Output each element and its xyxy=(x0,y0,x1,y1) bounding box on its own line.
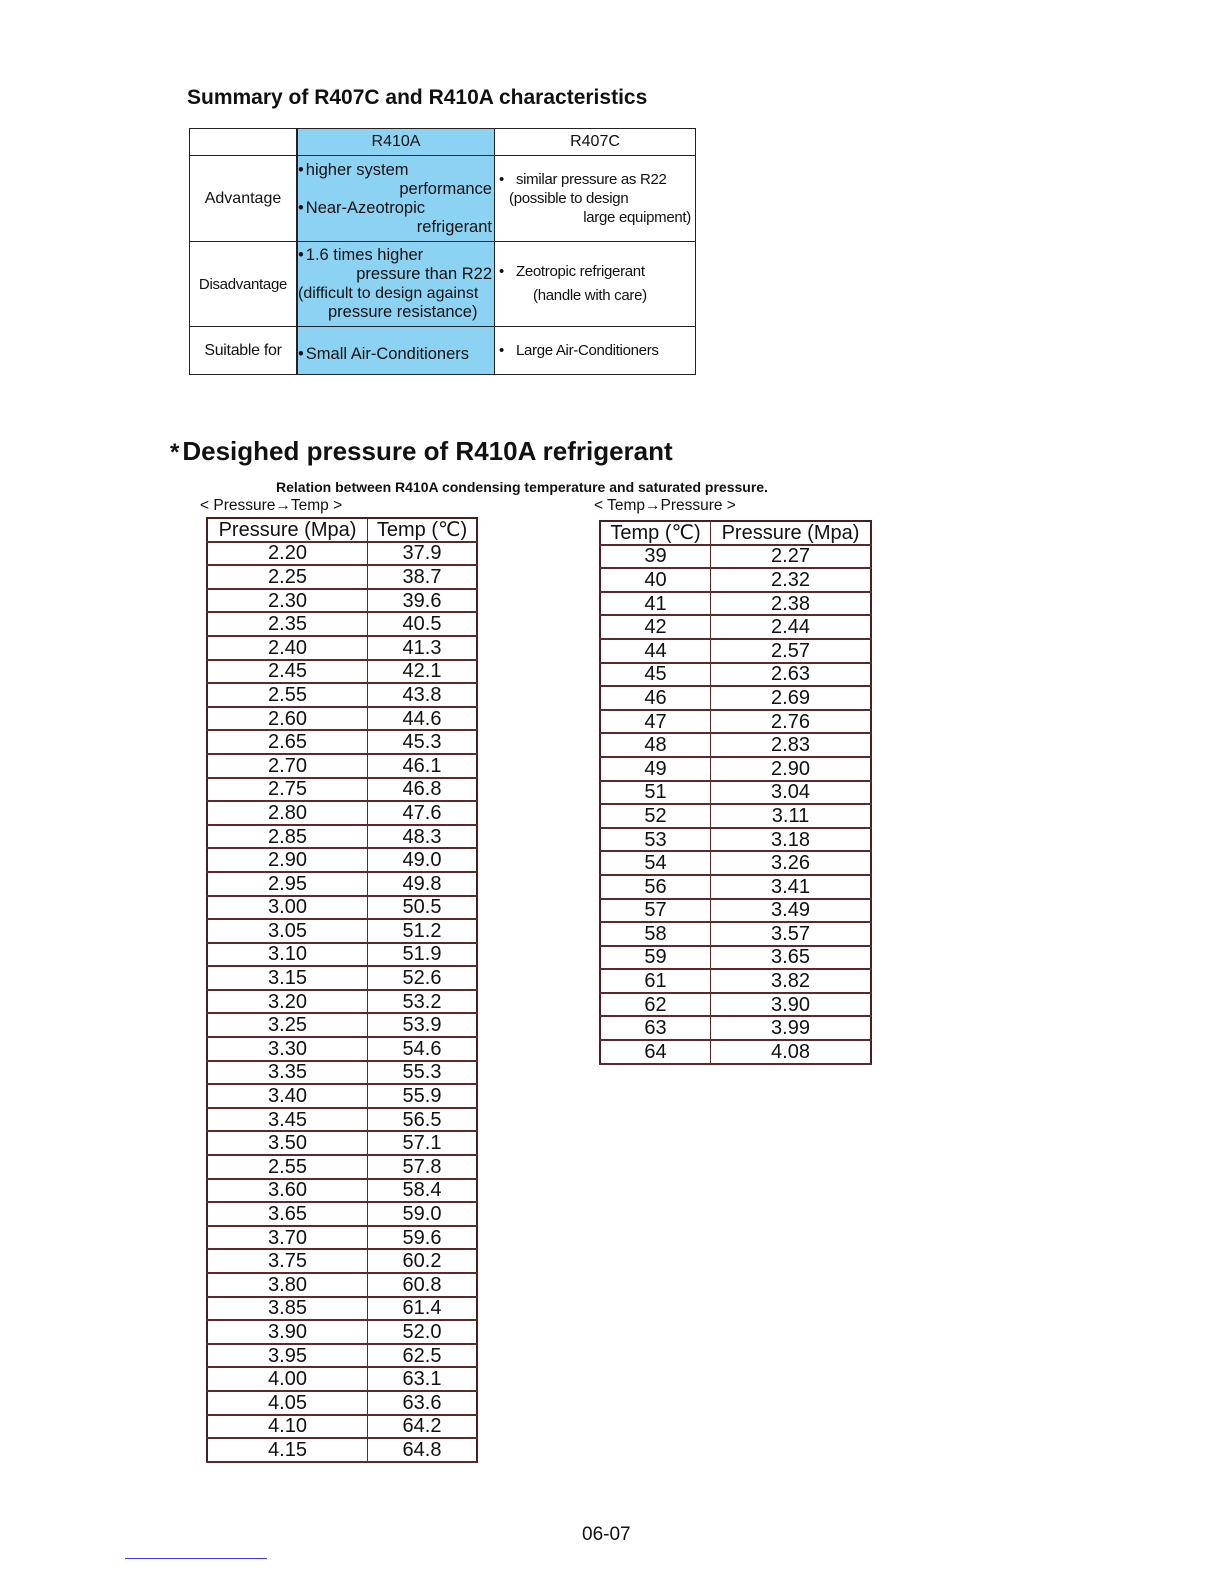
table-cell: 3.90 xyxy=(711,993,872,1017)
table-cell: 3.10 xyxy=(207,943,368,967)
table-cell: 45.3 xyxy=(368,730,478,754)
table-cell: 2.90 xyxy=(207,848,368,872)
table-cell: 2.40 xyxy=(207,636,368,660)
table-cell: 3.18 xyxy=(711,828,872,852)
table-cell: 2.75 xyxy=(207,778,368,802)
table-cell: 2.95 xyxy=(207,872,368,896)
table-cell: 3.70 xyxy=(207,1226,368,1250)
table-cell: 3.65 xyxy=(207,1202,368,1226)
table-cell: 38.7 xyxy=(368,565,478,589)
table-cell: 3.26 xyxy=(711,851,872,875)
table-cell: 3.15 xyxy=(207,966,368,990)
advantage-r410a-line: • higher system xyxy=(298,161,494,180)
summary-table xyxy=(189,128,696,375)
table-cell: 2.27 xyxy=(711,545,872,569)
table-row xyxy=(600,757,871,781)
disadvantage-r410a-line: (difficult to design against xyxy=(298,285,479,302)
advantage-r407c-line: • similar pressure as R22 xyxy=(495,170,695,189)
table-cell: 3.11 xyxy=(711,804,872,828)
table-row xyxy=(207,1037,477,1061)
table-cell: 2.35 xyxy=(207,612,368,636)
table-cell: 44 xyxy=(600,639,711,663)
table-row xyxy=(600,1016,871,1040)
table-cell: 57 xyxy=(600,899,711,923)
table-cell: 4.08 xyxy=(711,1040,872,1064)
advantage-r407c-line: large equipment) xyxy=(583,209,691,226)
table-row xyxy=(600,922,871,946)
table-cell: 47.6 xyxy=(368,801,478,825)
table-row xyxy=(207,1415,477,1439)
table-row xyxy=(207,1297,477,1321)
table-row xyxy=(600,568,871,592)
temp-to-pressure-caption: < Temp→Pressure > xyxy=(594,497,736,514)
table-cell: 2.57 xyxy=(711,639,872,663)
table-cell: 37.9 xyxy=(368,542,478,566)
col-header-r410a: R410A xyxy=(297,129,495,156)
table-row xyxy=(207,1084,477,1108)
table-row xyxy=(207,589,477,613)
table-row xyxy=(207,636,477,660)
table-cell: 64.8 xyxy=(368,1438,478,1462)
table-row xyxy=(600,545,871,569)
table-cell: 4.00 xyxy=(207,1367,368,1391)
table-cell: 47 xyxy=(600,710,711,734)
table-cell: 42.1 xyxy=(368,660,478,684)
table-row xyxy=(207,848,477,872)
disadvantage-r410a-line: pressure than R22 xyxy=(356,265,492,283)
table-row xyxy=(600,875,871,899)
advantage-row xyxy=(190,156,696,242)
table-cell: 54.6 xyxy=(368,1037,478,1061)
table-row xyxy=(207,660,477,684)
table-row xyxy=(207,801,477,825)
table-cell: 42 xyxy=(600,615,711,639)
table-cell: 4.10 xyxy=(207,1415,368,1439)
table-cell: 2.65 xyxy=(207,730,368,754)
table-row xyxy=(207,1320,477,1344)
table-cell: 3.85 xyxy=(207,1297,368,1321)
table-cell: 57.1 xyxy=(368,1131,478,1155)
table-cell: 52 xyxy=(600,804,711,828)
designed-pressure-title-text: Desighed pressure of R410A refrigerant xyxy=(182,436,673,466)
table-row xyxy=(600,899,871,923)
table-row xyxy=(207,565,477,589)
suitable-r410a xyxy=(297,327,495,375)
table-header-row xyxy=(600,521,871,545)
table-row xyxy=(600,804,871,828)
suitable-r407c xyxy=(495,327,696,375)
table-cell: 64.2 xyxy=(368,1415,478,1439)
table-row xyxy=(207,1179,477,1203)
table-cell: 3.41 xyxy=(711,875,872,899)
suitable-row xyxy=(190,327,696,375)
disadvantage-r407c-line: • Zeotropic refrigerant xyxy=(495,260,695,284)
disadvantage-r407c-line: (handle with care) xyxy=(533,287,647,304)
disadvantage-r410a xyxy=(297,242,495,327)
table-cell: 3.82 xyxy=(711,969,872,993)
advantage-label: Advantage xyxy=(190,156,298,242)
summary-title: Summary of R407C and R410A characteristics xyxy=(187,86,648,109)
table-cell: 53.2 xyxy=(368,990,478,1014)
table-cell: 63.1 xyxy=(368,1367,478,1391)
table-cell: 3.45 xyxy=(207,1108,368,1132)
table-row xyxy=(207,778,477,802)
table-cell: 48 xyxy=(600,733,711,757)
table-cell: 3.35 xyxy=(207,1061,368,1085)
table-cell: 40.5 xyxy=(368,612,478,636)
table-row xyxy=(600,851,871,875)
table-cell: 2.85 xyxy=(207,825,368,849)
table-cell: 41.3 xyxy=(368,636,478,660)
table-row xyxy=(207,683,477,707)
table-cell: 58 xyxy=(600,922,711,946)
table-cell: 2.55 xyxy=(207,683,368,707)
table-cell: 3.50 xyxy=(207,1131,368,1155)
suitable-label: Suitable for xyxy=(190,327,298,375)
table-cell: 43.8 xyxy=(368,683,478,707)
table-cell: 46.8 xyxy=(368,778,478,802)
table-cell: 3.40 xyxy=(207,1084,368,1108)
table-row xyxy=(207,1438,477,1462)
table-cell: 59 xyxy=(600,946,711,970)
table-cell: 53.9 xyxy=(368,1013,478,1037)
disadvantage-row xyxy=(190,242,696,327)
table-cell: 2.32 xyxy=(711,568,872,592)
table-cell: 39 xyxy=(600,545,711,569)
table-cell: 46.1 xyxy=(368,754,478,778)
table-cell: 3.25 xyxy=(207,1013,368,1037)
table-cell: 60.8 xyxy=(368,1273,478,1297)
table-row xyxy=(207,1367,477,1391)
table-cell: 2.45 xyxy=(207,660,368,684)
advantage-r407c-line: (possible to design xyxy=(509,190,629,207)
pressure-to-temp-caption: < Pressure→Temp > xyxy=(200,497,343,514)
table-cell: 64 xyxy=(600,1040,711,1064)
table-row xyxy=(207,1202,477,1226)
table-cell: 4.05 xyxy=(207,1391,368,1415)
table-cell: 62 xyxy=(600,993,711,1017)
table-cell: 50.5 xyxy=(368,896,478,920)
table-cell: 3.20 xyxy=(207,990,368,1014)
table-row xyxy=(207,1013,477,1037)
table-cell: 61 xyxy=(600,969,711,993)
table-cell: 58.4 xyxy=(368,1179,478,1203)
table-row xyxy=(207,1391,477,1415)
table-row xyxy=(207,919,477,943)
table-row xyxy=(600,592,871,616)
table-cell: 49 xyxy=(600,757,711,781)
table-row xyxy=(207,1249,477,1273)
table-cell: 3.65 xyxy=(711,946,872,970)
table-cell: 55.9 xyxy=(368,1084,478,1108)
table-cell: 3.90 xyxy=(207,1320,368,1344)
summary-corner-cell xyxy=(190,129,298,156)
disadvantage-r410a-line: • 1.6 times higher xyxy=(298,246,494,265)
table-cell: 52.0 xyxy=(368,1320,478,1344)
table-cell: 59.0 xyxy=(368,1202,478,1226)
table-cell: 2.69 xyxy=(711,686,872,710)
table-row xyxy=(600,993,871,1017)
advantage-r410a-line: performance xyxy=(399,179,492,198)
table-row xyxy=(207,754,477,778)
table-cell: 63 xyxy=(600,1016,711,1040)
table-cell: 2.25 xyxy=(207,565,368,589)
table-row xyxy=(207,966,477,990)
page-number: 06-07 xyxy=(582,1524,631,1545)
designed-pressure-title xyxy=(170,436,673,467)
suitable-r407c-text: • Large Air-Conditioners xyxy=(495,341,695,360)
table-cell: 45 xyxy=(600,663,711,687)
table-cell: 3.99 xyxy=(711,1016,872,1040)
table-row xyxy=(600,781,871,805)
table-cell: 3.60 xyxy=(207,1179,368,1203)
table-cell: 2.80 xyxy=(207,801,368,825)
table-cell: 56 xyxy=(600,875,711,899)
table-row xyxy=(600,710,871,734)
table-row xyxy=(207,542,477,566)
table-cell: 41 xyxy=(600,592,711,616)
relation-note: Relation between R410A condensing temperature and saturated pressure. xyxy=(276,479,768,495)
table-cell: 60.2 xyxy=(368,1249,478,1273)
table-cell: 51.2 xyxy=(368,919,478,943)
table-cell: 40 xyxy=(600,568,711,592)
advantage-r410a-line: refrigerant xyxy=(416,217,492,236)
col-header-r407c: R407C xyxy=(495,129,696,156)
disadvantage-r410a-line: pressure resistance) xyxy=(328,303,478,321)
table-cell: 51.9 xyxy=(368,943,478,967)
table-cell: 3.05 xyxy=(207,919,368,943)
table-cell: 3.57 xyxy=(711,922,872,946)
table-cell: 2.30 xyxy=(207,589,368,613)
table-cell: 3.49 xyxy=(711,899,872,923)
table-row xyxy=(600,639,871,663)
table-cell: 2.44 xyxy=(711,615,872,639)
advantage-r410a-line: • Near-Azeotropic xyxy=(298,199,494,218)
table-cell: 3.95 xyxy=(207,1344,368,1368)
table-row xyxy=(207,990,477,1014)
table-cell: 48.3 xyxy=(368,825,478,849)
table-cell: 2.83 xyxy=(711,733,872,757)
table-cell: 63.6 xyxy=(368,1391,478,1415)
table-row xyxy=(600,663,871,687)
asterisk-mark: * xyxy=(170,439,180,466)
column-header: Temp (℃) xyxy=(600,521,711,545)
table-cell: 54 xyxy=(600,851,711,875)
table-cell: 2.20 xyxy=(207,542,368,566)
table-row xyxy=(207,825,477,849)
pressure-to-temp-table xyxy=(206,517,478,1463)
table-cell: 61.4 xyxy=(368,1297,478,1321)
table-cell: 2.63 xyxy=(711,663,872,687)
table-row xyxy=(207,612,477,636)
table-cell: 3.75 xyxy=(207,1249,368,1273)
table-row xyxy=(207,1108,477,1132)
table-row xyxy=(600,946,871,970)
column-header: Pressure (Mpa) xyxy=(711,521,872,545)
table-cell: 2.90 xyxy=(711,757,872,781)
column-header: Temp (℃) xyxy=(368,518,478,542)
table-cell: 59.6 xyxy=(368,1226,478,1250)
table-cell: 46 xyxy=(600,686,711,710)
advantage-r410a xyxy=(297,156,495,242)
table-row xyxy=(600,828,871,852)
table-row xyxy=(207,1273,477,1297)
table-header-row xyxy=(207,518,477,542)
table-cell: 2.60 xyxy=(207,707,368,731)
table-cell: 49.0 xyxy=(368,848,478,872)
table-cell: 57.8 xyxy=(368,1155,478,1179)
table-cell: 3.04 xyxy=(711,781,872,805)
table-cell: 2.70 xyxy=(207,754,368,778)
table-cell: 39.6 xyxy=(368,589,478,613)
table-cell: 2.38 xyxy=(711,592,872,616)
table-row xyxy=(207,1061,477,1085)
summary-header-row xyxy=(190,129,696,156)
column-header: Pressure (Mpa) xyxy=(207,518,368,542)
table-cell: 3.80 xyxy=(207,1273,368,1297)
table-row xyxy=(600,1040,871,1064)
table-row xyxy=(207,1155,477,1179)
table-cell: 62.5 xyxy=(368,1344,478,1368)
table-cell: 3.30 xyxy=(207,1037,368,1061)
table-cell: 53 xyxy=(600,828,711,852)
disadvantage-r407c xyxy=(495,242,696,327)
table-cell: 2.55 xyxy=(207,1155,368,1179)
table-cell: 56.5 xyxy=(368,1108,478,1132)
table-cell: 44.6 xyxy=(368,707,478,731)
table-row xyxy=(600,615,871,639)
advantage-r407c xyxy=(495,156,696,242)
table-row xyxy=(600,969,871,993)
table-row xyxy=(207,1131,477,1155)
table-row xyxy=(207,943,477,967)
disadvantage-label: Disadvantage xyxy=(190,242,298,327)
footer-rule xyxy=(125,1558,267,1559)
suitable-r410a-text: • Small Air-Conditioners xyxy=(298,337,494,364)
table-row xyxy=(207,1344,477,1368)
table-row xyxy=(600,733,871,757)
table-row xyxy=(207,1226,477,1250)
temp-to-pressure-table xyxy=(599,520,872,1065)
table-row xyxy=(207,730,477,754)
table-cell: 49.8 xyxy=(368,872,478,896)
table-cell: 52.6 xyxy=(368,966,478,990)
table-cell: 2.76 xyxy=(711,710,872,734)
table-row xyxy=(600,686,871,710)
table-row xyxy=(207,707,477,731)
table-cell: 4.15 xyxy=(207,1438,368,1462)
table-cell: 51 xyxy=(600,781,711,805)
table-row xyxy=(207,896,477,920)
table-cell: 55.3 xyxy=(368,1061,478,1085)
table-cell: 3.00 xyxy=(207,896,368,920)
table-row xyxy=(207,872,477,896)
